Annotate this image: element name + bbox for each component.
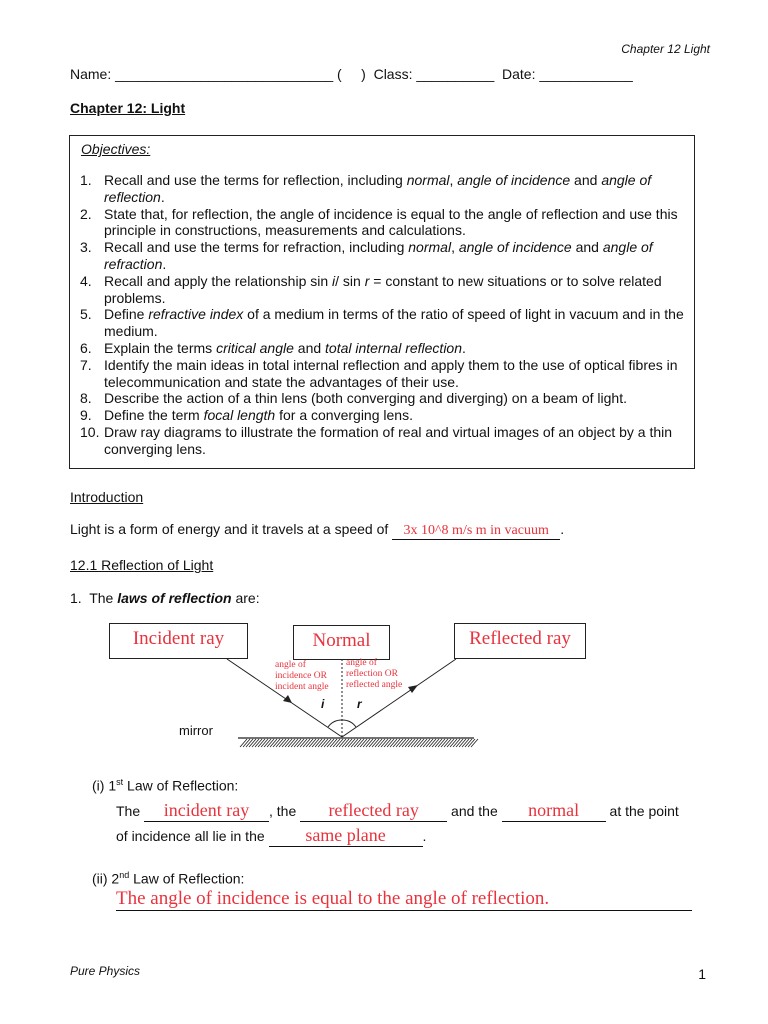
hatch-line bbox=[291, 739, 298, 747]
hatch-line bbox=[267, 739, 274, 747]
laws-intro-post: are: bbox=[231, 590, 260, 606]
objective-text: Define the term focal length for a converging lens. bbox=[104, 407, 413, 424]
hatch-line bbox=[354, 739, 361, 747]
hatch-line bbox=[426, 739, 433, 747]
section-heading-12-1: 12.1 Reflection of Light bbox=[70, 557, 214, 573]
hatch-line bbox=[345, 739, 352, 747]
hatch-line bbox=[342, 739, 349, 747]
hatch-line bbox=[384, 739, 391, 747]
hatch-line bbox=[444, 739, 451, 747]
hatch-line bbox=[408, 739, 415, 747]
hatch-line bbox=[282, 739, 289, 747]
angle-r-label: r bbox=[357, 697, 362, 711]
law1-sentence-line1 bbox=[116, 800, 679, 822]
laws-intro-pre: The bbox=[89, 590, 118, 606]
law1-text: and the bbox=[447, 803, 502, 819]
hatch-line bbox=[417, 739, 424, 747]
hatch-line bbox=[255, 739, 262, 747]
hatch-line bbox=[456, 739, 463, 747]
objective-item bbox=[78, 340, 684, 357]
objective-item bbox=[78, 239, 684, 273]
law1-label bbox=[92, 777, 238, 794]
hatch-line bbox=[264, 739, 271, 747]
objective-item bbox=[78, 306, 684, 340]
hatch-line bbox=[402, 739, 409, 747]
objective-number: 10. bbox=[80, 423, 100, 440]
hatch-line bbox=[435, 739, 442, 747]
hatch-line bbox=[330, 739, 337, 747]
hatch-line bbox=[321, 739, 328, 747]
hatch-line bbox=[285, 739, 292, 747]
mirror-label: mirror bbox=[179, 723, 213, 738]
intro-sentence bbox=[70, 521, 564, 540]
objective-text: Recall and apply the relationship sin i/ sin r = constant to new situations or to solve related problems. bbox=[104, 272, 662, 306]
law1-label-pre: (i) 1 bbox=[92, 777, 117, 794]
objective-item bbox=[78, 172, 684, 206]
normal-box: Normal bbox=[293, 625, 390, 660]
law1-label-sup: st bbox=[116, 777, 124, 787]
hatch-line bbox=[303, 739, 310, 747]
hatch-line bbox=[357, 739, 364, 747]
hatch-line bbox=[450, 739, 457, 747]
hatch-line bbox=[246, 739, 253, 747]
objective-number: 4. bbox=[80, 272, 92, 289]
hatch-line bbox=[324, 739, 331, 747]
hatch-line bbox=[399, 739, 406, 747]
objective-number: 6. bbox=[80, 339, 92, 356]
objective-item bbox=[78, 407, 684, 424]
angle-of-reflection-note bbox=[346, 658, 402, 691]
hatch-line bbox=[432, 739, 439, 747]
angle-i-arc bbox=[328, 720, 342, 727]
angle-of-incidence-note bbox=[275, 660, 329, 693]
law1-text: at the point bbox=[605, 803, 679, 819]
hatch-line bbox=[405, 739, 412, 747]
hatch-line bbox=[288, 739, 295, 747]
objective-number: 5. bbox=[80, 306, 92, 323]
hatch-line bbox=[396, 739, 403, 747]
objectives-title: Objectives: bbox=[81, 141, 151, 157]
answer-same-plane: same plane bbox=[269, 825, 423, 847]
answer-incident-ray: incident ray bbox=[144, 800, 269, 822]
hatch-line bbox=[387, 739, 394, 747]
hatch-line bbox=[273, 739, 280, 747]
law2-answer-line bbox=[116, 888, 692, 911]
objectives-list bbox=[78, 172, 684, 458]
law1-text: . bbox=[422, 828, 427, 844]
objective-text: Define refractive index of a medium in terms of the ratio of speed of light in vacuum and in the medium. bbox=[104, 306, 684, 340]
hatch-line bbox=[240, 739, 247, 747]
answer-normal: normal bbox=[502, 800, 606, 822]
angle-i-label: i bbox=[321, 697, 325, 711]
hatch-line bbox=[243, 739, 250, 747]
hatch-line bbox=[360, 739, 367, 747]
hatch-line bbox=[336, 739, 343, 747]
hatch-line bbox=[375, 739, 382, 747]
hatch-line bbox=[333, 739, 340, 747]
hatch-line bbox=[465, 739, 472, 747]
hatch-line bbox=[309, 739, 316, 747]
footer-course: Pure Physics bbox=[70, 964, 141, 978]
speed-answer: 3x 10^8 m/s m in vacuum bbox=[392, 523, 560, 540]
law2-label bbox=[92, 870, 244, 887]
law2-label-post: Law of Reflection: bbox=[129, 870, 245, 887]
hatch-line bbox=[276, 739, 283, 747]
hatch-line bbox=[423, 739, 430, 747]
hatch-line bbox=[462, 739, 469, 747]
answer-reflected-ray: reflected ray bbox=[300, 800, 447, 822]
introduction-heading: Introduction bbox=[70, 489, 144, 505]
hatch-line bbox=[420, 739, 427, 747]
hatch-line bbox=[381, 739, 388, 747]
angle-r-arc bbox=[342, 720, 356, 727]
hatch-line bbox=[270, 739, 277, 747]
hatch-line bbox=[318, 739, 325, 747]
hatch-line bbox=[300, 739, 307, 747]
incident-arrow bbox=[283, 695, 292, 703]
objective-number: 1. bbox=[80, 172, 92, 188]
hatch-line bbox=[438, 739, 445, 747]
law1-sentence-line2 bbox=[116, 825, 426, 847]
hatch-line bbox=[249, 739, 256, 747]
note-line: incidence OR bbox=[275, 671, 327, 681]
objective-number: 7. bbox=[80, 356, 92, 373]
hatch-line bbox=[393, 739, 400, 747]
hatch-line bbox=[312, 739, 319, 747]
note-line: reflected angle bbox=[346, 680, 403, 690]
page-number: 1 bbox=[698, 966, 706, 982]
hatch-line bbox=[348, 739, 355, 747]
hatch-line bbox=[258, 739, 265, 747]
hatch-line bbox=[279, 739, 286, 747]
objective-text: Describe the action of a thin lens (both converging and diverging) on a beam of light. bbox=[104, 390, 627, 407]
hatch-line bbox=[252, 739, 259, 747]
objective-number: 2. bbox=[80, 205, 92, 222]
law1-text: The bbox=[116, 803, 145, 819]
laws-term: laws of reflection bbox=[117, 590, 232, 606]
law1-text: of incidence all lie in the bbox=[116, 828, 269, 844]
hatch-line bbox=[297, 739, 304, 747]
objective-text: Recall and use the terms for reflection, including normal, angle of incidence and angle of reflection. bbox=[104, 172, 652, 205]
law1-text: , the bbox=[269, 803, 301, 819]
objective-number: 3. bbox=[80, 239, 92, 256]
hatch-line bbox=[378, 739, 385, 747]
hatch-line bbox=[339, 739, 346, 747]
hatch-line bbox=[366, 739, 373, 747]
objective-item bbox=[78, 206, 684, 240]
hatch-line bbox=[372, 739, 379, 747]
mirror-hatching bbox=[240, 739, 478, 747]
hatch-line bbox=[429, 739, 436, 747]
hatch-line bbox=[261, 739, 268, 747]
hatch-line bbox=[447, 739, 454, 747]
incident-ray-box: Incident ray bbox=[109, 623, 248, 659]
laws-intro bbox=[70, 590, 260, 606]
hatch-line bbox=[294, 739, 301, 747]
law1-label-post: Law of Reflection: bbox=[123, 777, 239, 794]
law2-answer: The angle of incidence is equal to the angle of reflection. bbox=[116, 888, 550, 909]
hatch-line bbox=[411, 739, 418, 747]
hatch-line bbox=[441, 739, 448, 747]
chapter-title: Chapter 12: Light bbox=[70, 100, 186, 116]
laws-intro-num: 1. bbox=[70, 590, 82, 606]
hatch-line bbox=[363, 739, 370, 747]
objective-text: Recall and use the terms for refraction, including normal, angle of incidence and angle of refraction. bbox=[104, 239, 653, 272]
objective-number: 9. bbox=[80, 407, 92, 424]
note-line: angle of bbox=[275, 660, 306, 670]
hatch-line bbox=[453, 739, 460, 747]
hatch-line bbox=[414, 739, 421, 747]
objective-item bbox=[78, 357, 684, 391]
law2-label-pre: (ii) 2 bbox=[92, 870, 120, 887]
note-line: angle of bbox=[346, 658, 377, 668]
hatch-line bbox=[459, 739, 466, 747]
objective-text: State that, for reflection, the angle of incidence is equal to the angle of reflection and use this principle in constructions, measurements and calculations. bbox=[104, 205, 678, 239]
objective-text: Identify the main ideas in total internal reflection and apply them to the use of optical fibres in telecommunication and state the advantages of their use. bbox=[104, 356, 678, 390]
objective-number: 8. bbox=[80, 390, 92, 407]
objectives-box bbox=[69, 135, 695, 469]
reflected-arrow bbox=[408, 685, 418, 693]
hatch-line bbox=[327, 739, 334, 747]
hatch-line bbox=[471, 739, 478, 747]
note-line: incident angle bbox=[275, 682, 329, 692]
hatch-line bbox=[369, 739, 376, 747]
hatch-line bbox=[315, 739, 322, 747]
objective-item bbox=[78, 273, 684, 307]
student-info-line: Name: ____________________________ ( ) Class: __________ Date: ____________ bbox=[70, 66, 633, 82]
hatch-line bbox=[351, 739, 358, 747]
hatch-line bbox=[468, 739, 475, 747]
note-line: reflection OR bbox=[346, 669, 398, 679]
objective-item bbox=[78, 424, 684, 458]
objective-text: Draw ray diagrams to illustrate the formation of real and virtual images of an object by a thin converging lens. bbox=[104, 423, 673, 457]
hatch-line bbox=[306, 739, 313, 747]
objective-item bbox=[78, 390, 684, 407]
intro-text: Light is a form of energy and it travels at a speed of bbox=[70, 521, 393, 537]
objective-text: Explain the terms critical angle and total internal reflection. bbox=[104, 339, 466, 356]
reflected-ray-box: Reflected ray bbox=[454, 623, 586, 659]
running-header: Chapter 12 Light bbox=[621, 42, 710, 56]
hatch-line bbox=[390, 739, 397, 747]
law2-label-sup: nd bbox=[119, 870, 130, 880]
intro-period: . bbox=[560, 521, 565, 537]
